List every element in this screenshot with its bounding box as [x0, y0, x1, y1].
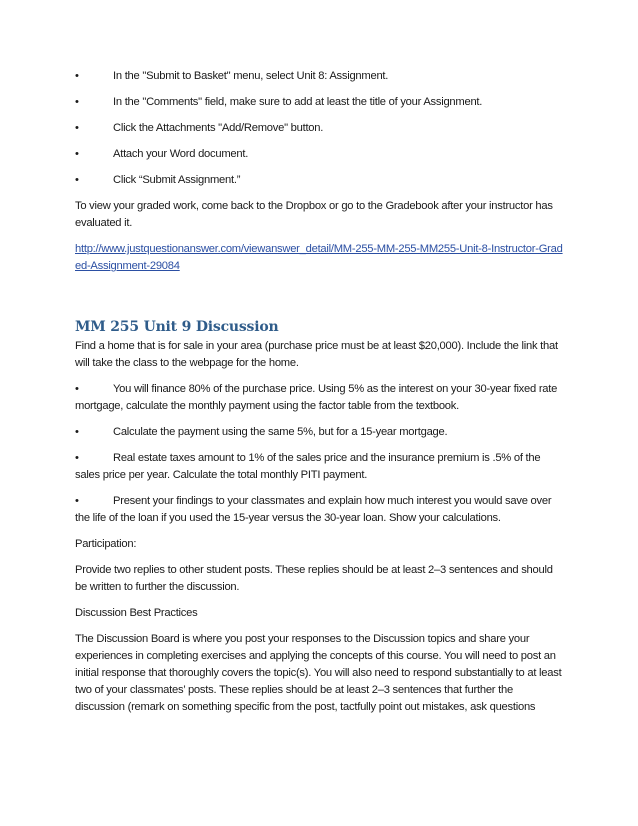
- graded-note: To view your graded work, come back to the Dropbox or go to the Gradebook after your instructor has evaluated it.: [75, 200, 553, 229]
- bullet-text: Real estate taxes amount to 1% of the sales price and the insurance premium is .5% of the sales price per year. Calculate the total monthly PITI payment.: [75, 452, 541, 481]
- list-item: [75, 424, 565, 441]
- bullet-dot: •: [75, 426, 79, 438]
- section-intro: Find a home that is for sale in your area (purchase price must be at least $20,000). Include the link that will take the class to the webpage for the home.: [75, 340, 558, 369]
- bullet-text: Attach your Word document.: [113, 148, 249, 160]
- list-item: [75, 68, 565, 85]
- bullet-text: You will finance 80% of the purchase price. Using 5% as the interest on your 30-year fixed rate mortgage, calculate the monthly payment using the factor table from the textbook.: [75, 383, 558, 412]
- participation-text: Provide two replies to other student posts. These replies should be at least 2–3 sentences and should be written to further the discussion.: [75, 564, 553, 593]
- section-heading: MM 255 Unit 9 Discussion: [75, 319, 279, 335]
- document-page: [75, 68, 565, 725]
- best-practices-text: The Discussion Board is where you post your responses to the Discussion topics and share your experiences in completing exercises and applying the concepts of this course. You will need to post an initial response that thoroughly covers the topic(s). You will also need to respond substantially to at least two of your classmates’ posts. These replies should be at least 2–3 sentences that further the discussion (remark on something specific from the post, tactfully point out mistakes, ask questions: [75, 633, 562, 713]
- list-item: [75, 381, 565, 415]
- list-item: [75, 450, 565, 484]
- bullet-text: Calculate the payment using the same 5%, but for a 15-year mortgage.: [113, 426, 448, 438]
- bullet-dot: •: [75, 174, 79, 186]
- assignment-link-paragraph: [75, 241, 565, 275]
- bullet-dot: •: [75, 148, 79, 160]
- bullet-dot: •: [75, 495, 79, 507]
- best-practices-label: Discussion Best Practices: [75, 607, 198, 619]
- bullet-text: Click the Attachments "Add/Remove" button.: [113, 122, 324, 134]
- bullet-dot: •: [75, 70, 79, 82]
- bullet-text: Present your findings to your classmates and explain how much interest you would save over the life of the loan if you used the 15-year versus the 30-year loan. Show your calculations.: [75, 495, 552, 524]
- list-item: [75, 146, 565, 163]
- bullet-dot: •: [75, 452, 79, 464]
- bullet-text: In the "Submit to Basket" menu, select Unit 8: Assignment.: [113, 70, 389, 82]
- bullet-text: In the "Comments" field, make sure to add at least the title of your Assignment.: [113, 96, 483, 108]
- bullet-dot: •: [75, 122, 79, 134]
- bullet-text: Click “Submit Assignment.”: [113, 174, 241, 186]
- list-item: [75, 172, 565, 189]
- assignment-link[interactable]: http://www.justquestionanswer.com/viewanswer_detail/MM-255-MM-255-MM255-Unit-8-Instructor-Graded-Assignment-29084: [75, 243, 563, 272]
- list-item: [75, 94, 565, 111]
- bullet-dot: •: [75, 383, 79, 395]
- list-item: [75, 120, 565, 137]
- list-item: [75, 493, 565, 527]
- participation-label: Participation:: [75, 538, 137, 550]
- bullet-dot: •: [75, 96, 79, 108]
